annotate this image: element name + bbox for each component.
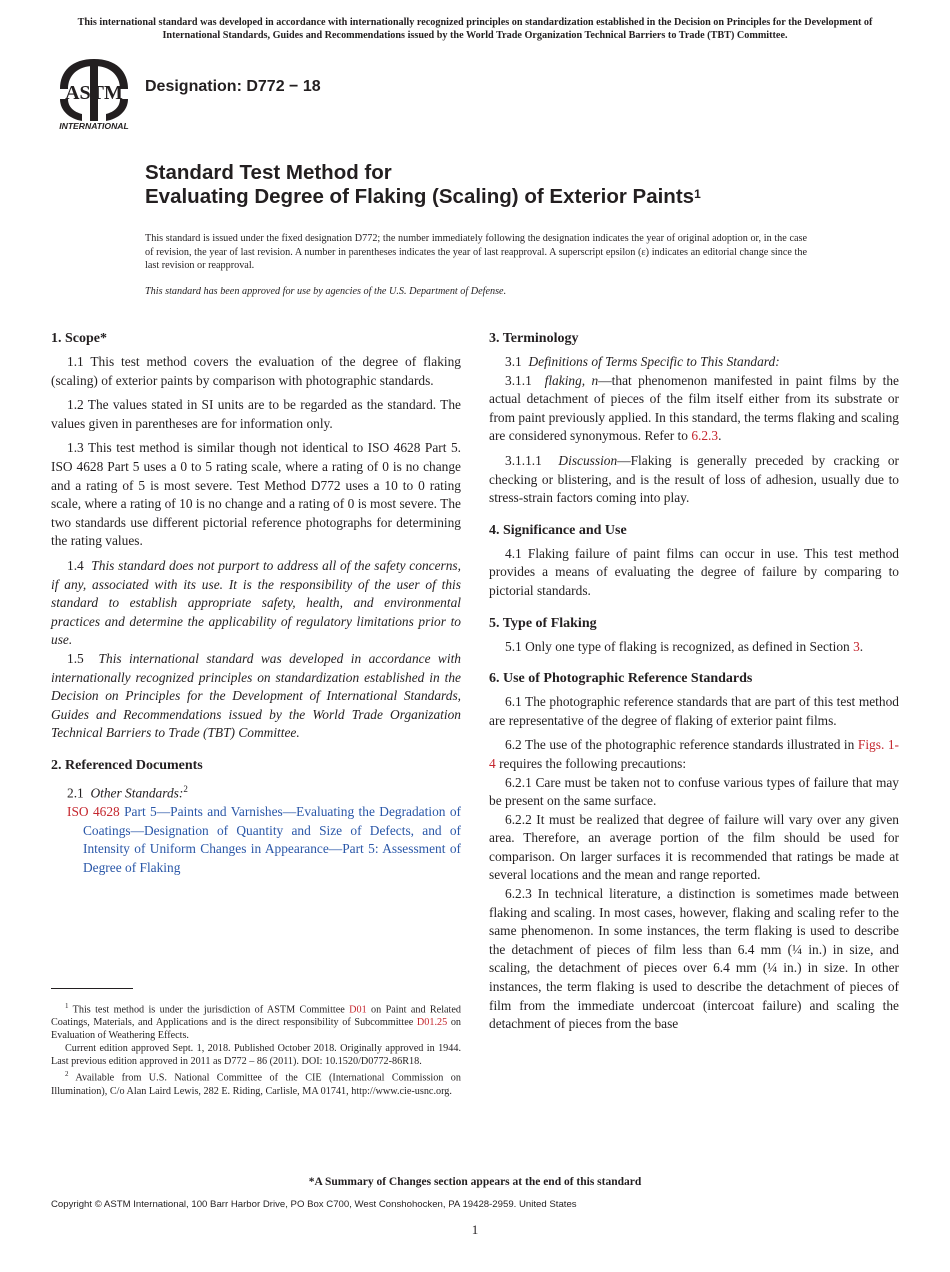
reference-iso-4628[interactable] <box>51 803 461 877</box>
para-1-1: 1.1 This test method covers the evaluation of the degree of flaking (scaling) of exterior paints by comparison with photographic standards. <box>51 354 461 388</box>
section-2-heading: 2. Referenced Documents <box>51 757 203 773</box>
issued-note: This standard is issued under the fixed designation D772; the number immediately following the designation indicates the year of original adoption or, in the case of revision, the year of last revision. A number in parentheses indicates the year of last reapproval. A superscript epsilon (ε) indicates an editorial change since the last revision or reapproval. <box>145 233 807 271</box>
link-section-3[interactable]: 3 <box>853 638 860 654</box>
section-1-heading: 1. Scope* <box>51 331 107 346</box>
footnote-rule <box>51 988 133 989</box>
designation: Designation: D772 − 18 <box>145 78 321 95</box>
footnotes <box>51 1000 461 1098</box>
logo-letters: ASTM <box>65 82 123 104</box>
para-3-1: 3.1 Definitions of Terms Specific to This Standard: <box>505 354 780 369</box>
para-1-3: 1.3 This test method is similar though not identical to ISO 4628 Part 5. ISO 4628 Part 5 uses a 0 to 5 rating scale, where a rating of 0 is no change and a rating of 5 is most severe. Test Method D772 uses a 10 to 0 rating scale, where a rating of 10 is no change and a rating of 0 is most severe. The two standards use different pictorial reference photographs for determining the rating values. <box>51 440 461 549</box>
link-figs-1-4[interactable]: Figs. 1-4 <box>489 737 899 771</box>
link-6-2-3[interactable]: 6.2.3 <box>691 428 719 444</box>
title-line-2: Evaluating Degree of Flaking (Scaling) of Exterior Paints$^1$ <box>145 185 701 208</box>
para-5-1: 5.1 Only one type of flaking is recognized, as defined in Section 3. <box>505 638 864 654</box>
section-4-heading: 4. Significance and Use <box>489 522 627 538</box>
footnote-1: $^1$ This test method is under the jurisdiction of ASTM Committee D01 on Paint and Related Coatings, Materials, and Applications and is the direct responsibility of Subcommittee D01.25 on Evaluation of Weathering Effects. <box>51 1002 462 1042</box>
para-3-1-1-1: 3.1.1.1 Discussion—Flaking is generally preceded by cracking or checking or blistering, and is the result of loss of adhesion, usually due to stress-strain factors coming into play. <box>489 452 899 506</box>
committee-d01-link[interactable]: D01 <box>349 1004 367 1016</box>
right-column <box>489 330 899 1034</box>
subcommittee-d01-25-link[interactable]: D01.25 <box>416 1017 448 1029</box>
left-column <box>51 330 461 877</box>
para-3-1-1: 3.1.1 flaking, n—that phenomenon manifested in paint films by the actual detachment of pieces of the film itself either from its substrate or from paint previously applied. In this standard, the terms flaking and scaling are considered synonymous. Refer to 6.2.3. <box>489 372 899 444</box>
astm-logo-icon <box>54 55 134 133</box>
footnote-1-edition: Current edition approved Sept. 1, 2018. Published October 2018. Originally approved in 1944. Last previous edition approved in 2011 as D772 – 86 (2011). DOI: 10.1520/D0772-86R18. <box>51 1043 461 1068</box>
footnote-2: $^2$ Available from U.S. National Committee of the CIE (International Commission on Illumination), C/o Alan Laird Lewis, 282 E. Riding, Carlisle, MA 01741, http://www.cie-usnc.org. <box>51 1070 461 1097</box>
trade-notice: This international standard was developed in accordance with internationally recognized principles on standardization established in the Decision on Principles for the Development of International Standards, Guides and Recommendations issued by the World Trade Organization Technical Barriers to Trade (TBT) Committee. <box>77 17 873 41</box>
para-1-4: 1.4 This standard does not purport to address all of the safety concerns, if any, associated with its use. It is the responsibility of the user of this standard to establish appropriate safety, health, and environmental practices and determine the applicability of regulatory limitations prior to use. <box>51 557 461 648</box>
copyright: Copyright © ASTM International, 100 Barr Harbor Drive, PO Box C700, West Conshohocken, PA 19428-2959. United States <box>51 1199 577 1210</box>
para-6-2-2: 6.2.2 It must be realized that degree of failure will vary over any given area. Therefore, an average portion of the film should be used for comparison. On larger surfaces it is recommended that ratings be made at several locations and the mean and range reported. <box>489 811 899 883</box>
title-line-1: Standard Test Method for <box>145 161 392 184</box>
para-6-2: 6.2 The use of the photographic reference standards illustrated in Figs. 1-4 requires the following precautions: <box>489 737 899 771</box>
section-3-heading: 3. Terminology <box>489 331 579 346</box>
section-6-heading: 6. Use of Photographic Reference Standards <box>489 671 753 687</box>
reference-title-link[interactable]: Part 5—Paints and Varnishes—Evaluating the Degradation of Coatings—Designation of Quantity and Size of Defects, and of Intensity of Uniform Changes in Appearance—Part 5: Assessment of Degree of Flaking <box>83 803 461 875</box>
reference-code-link[interactable]: ISO 4628 <box>67 803 120 819</box>
section-5-heading: 5. Type of Flaking <box>489 615 597 631</box>
para-2-1: 2.1 Other Standards:$^2$ <box>67 783 188 801</box>
title-footnote-marker[interactable]: 1 <box>694 187 701 201</box>
page-number: 1 <box>471 1222 479 1237</box>
dod-note: This standard has been approved for use by agencies of the U.S. Department of Defense. <box>145 286 507 297</box>
para-1-5: 1.5 This international standard was developed in accordance with internationally recognized principles on standardization established in the Decision on Principles for the Development of International Standards, Guides and Recommendations issued by the World Trade Organization Technical Barriers to Trade (TBT) Committee. <box>51 650 461 741</box>
summary-of-changes-note: *A Summary of Changes section appears at the end of this standard <box>308 1176 642 1188</box>
para-6-2-1: 6.2.1 Care must be taken not to confuse various types of failure that may be present on the same surface. <box>489 774 899 809</box>
logo-word: INTERNATIONAL <box>59 121 129 131</box>
document-title <box>145 161 865 209</box>
para-4-1: 4.1 Flaking failure of paint films can occur in use. This test method provides a means of evaluating the degree of failure by comparing to pictorial standards. <box>489 545 899 598</box>
para-6-2-3: 6.2.3 In technical literature, a distinction is sometimes made between flaking and scaling. In most cases, however, flaking and scaling refer to the same phenomenon. In some instances, the term flaking is used to describe the detachment of pieces of film less than 6.4 mm (¼ in.) in size, and scaling, the detachment of pieces over 6.4 mm (¼ in.) in size. In other instances, the term flaking is used to describe the detachment of pieces of film from the immediate undercoat (intercoat failure) and scaling the detachment of pieces from the base <box>489 886 899 1032</box>
para-1-2: 1.2 The values stated in SI units are to be regarded as the standard. The values given in parentheses are for information only. <box>51 397 461 431</box>
para-6-1: 6.1 The photographic reference standards that are part of this test method are representative of the degree of flaking of exterior paint films. <box>489 694 899 728</box>
